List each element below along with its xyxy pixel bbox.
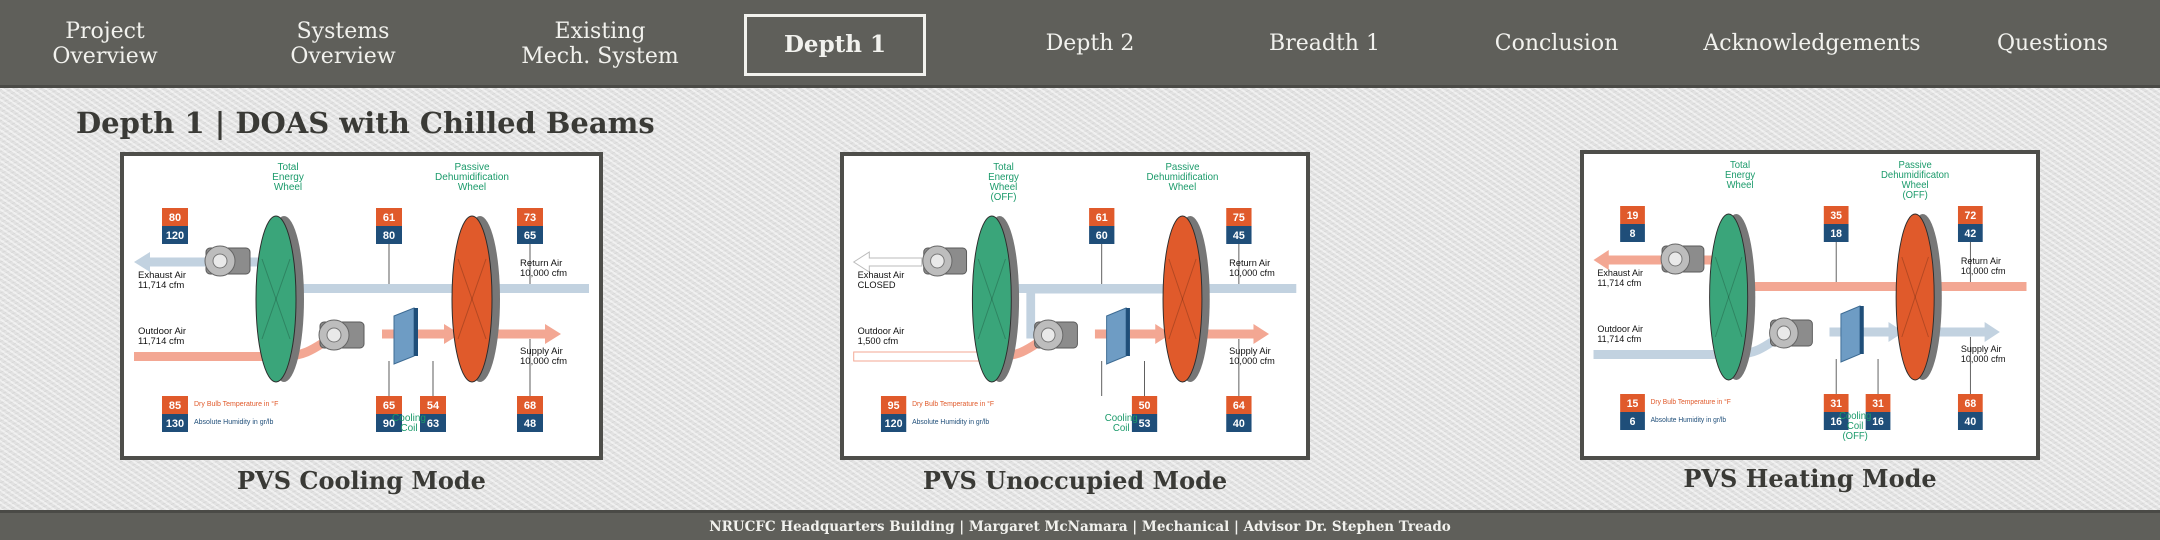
diagram-panel-heating — [1580, 150, 2040, 460]
temp-value: 19 — [1626, 209, 1639, 223]
outdoor-air-duct — [1594, 350, 1720, 359]
outdoor-air-duct — [134, 352, 266, 361]
return-air-label: Return Air 10,000 cfm — [520, 258, 567, 279]
outdoor-air-label: Outdoor Air 11,714 cfm — [138, 326, 187, 347]
nav-depth-2[interactable]: Depth 2 — [1045, 31, 1135, 57]
fan-hub — [931, 254, 945, 268]
cooling-coil-label: Cooling Coil (OFF) — [1839, 410, 1872, 443]
exhaust-fan — [1661, 244, 1704, 274]
legend-temperature: Dry Bulb Temperature in °F — [1650, 398, 1731, 407]
exhaust-fan — [923, 246, 967, 276]
humidity-value: 130 — [165, 418, 185, 430]
temp-value: 54 — [426, 400, 440, 412]
fan-hub — [1669, 252, 1682, 266]
passive-dehumidification-wheel — [452, 216, 500, 382]
temp-value: 73 — [523, 212, 537, 224]
mid-stream-values — [376, 208, 402, 244]
nav-project-overview[interactable]: Project Overview — [52, 18, 158, 69]
exhaust-air-label: Exhaust Air 11,714 cfm — [1597, 267, 1644, 289]
pvs-cooling-diagram — [124, 156, 599, 456]
cooling-coil-label: Cooling Coil — [392, 413, 426, 434]
tew-label: Total Energy Wheel — [1724, 159, 1756, 192]
footer-bar — [0, 510, 2160, 540]
temp-value: 31 — [1830, 397, 1842, 411]
temp-value: 68 — [1964, 397, 1977, 411]
coil-face — [1107, 308, 1126, 364]
supply-air-duct — [1934, 322, 2000, 342]
temp-value: 61 — [1095, 211, 1108, 225]
footer-text: NRUCFC Headquarters Building | Margaret McNamara | Mechanical | Advisor Dr. Stephen Treado — [709, 518, 1451, 535]
legend-humidity: Absolute Humidity in gr/lb — [194, 419, 274, 426]
total-energy-wheel — [1710, 214, 1756, 380]
page-title: Depth 1 | DOAS with Chilled Beams — [76, 106, 655, 140]
cooling-coil-label: Cooling Coil — [1104, 412, 1138, 435]
temp-value: 95 — [887, 399, 900, 413]
supply-air-duct — [1202, 324, 1269, 344]
outdoor-air-values — [162, 396, 188, 432]
panel-caption-unoccupied: PVS Unoccupied Mode — [922, 466, 1228, 495]
humidity-value: 6 — [1629, 415, 1636, 429]
mid-stream-values — [1824, 206, 1849, 242]
top-navigation-bar — [0, 0, 2160, 88]
exhaust-air-values — [162, 208, 188, 244]
supply-air-values — [1226, 396, 1251, 432]
supply-air-values — [1958, 394, 1983, 430]
outdoor-air-duct — [854, 352, 982, 361]
humidity-value: 18 — [1830, 227, 1842, 241]
humidity-value: 16 — [1872, 415, 1884, 429]
return-air-values — [517, 208, 543, 244]
exhaust-air-values — [1620, 206, 1645, 242]
temp-value: 80 — [168, 212, 182, 224]
humidity-value: 120 — [165, 230, 185, 242]
humidity-value: 63 — [426, 418, 440, 430]
diagram-root — [854, 162, 1297, 434]
fan-hub — [327, 328, 341, 342]
mid-stream-values — [1089, 208, 1114, 244]
legend-temperature: Dry Bulb Temperature in °F — [912, 400, 994, 409]
pdw-label: Passive Dehumidification Wheel — [1146, 161, 1219, 194]
passive-dehumidification-wheel — [1896, 214, 1942, 380]
nav-depth-1[interactable]: Depth 1 — [744, 14, 926, 76]
temp-value: 68 — [523, 400, 537, 412]
panel-caption-heating: PVS Heating Mode — [1683, 464, 1937, 493]
pvs-heating-diagram — [1584, 154, 2036, 456]
supply-fan — [1770, 318, 1813, 348]
fan-hub — [213, 254, 227, 268]
tew-label: Total Energy Wheel (OFF) — [988, 161, 1019, 204]
humidity-value: 65 — [523, 230, 537, 242]
cooling-coil — [394, 308, 418, 364]
duct — [492, 330, 547, 339]
humidity-value: 8 — [1629, 227, 1636, 241]
coil-face — [1841, 306, 1860, 362]
outdoor-air-values — [1620, 394, 1645, 430]
duct — [1202, 330, 1255, 339]
fan-hub — [1041, 328, 1055, 342]
panel-caption-cooling: PVS Cooling Mode — [237, 466, 486, 495]
humidity-value: 53 — [1138, 417, 1151, 431]
humidity-value: 16 — [1830, 415, 1842, 429]
exhaust-air-label: Exhaust Air CLOSED — [857, 269, 905, 291]
tew-label: Total Energy Wheel — [272, 162, 304, 193]
return-air-label: Return Air 10,000 cfm — [1960, 255, 2006, 277]
nav-conclusion[interactable]: Conclusion — [1494, 31, 1619, 57]
nav-existing-mech-system[interactable]: Existing Mech. System — [521, 18, 679, 69]
supply-air-label: Supply Air 10,000 cfm — [520, 346, 567, 367]
nav-breadth-1[interactable]: Breadth 1 — [1269, 31, 1380, 57]
exhaust-fan — [205, 246, 250, 276]
coil-edge — [1860, 306, 1864, 354]
diagram-root — [1594, 160, 2027, 442]
return-air-label: Return Air 10,000 cfm — [1229, 257, 1275, 279]
temp-value: 72 — [1964, 209, 1977, 223]
outdoor-air-label: Outdoor Air 1,500 cfm — [857, 325, 905, 347]
nav-questions[interactable]: Questions — [1996, 31, 2109, 57]
return-air-values — [1226, 208, 1251, 244]
return-air-values — [1958, 206, 1983, 242]
humidity-value: 45 — [1232, 229, 1245, 243]
cooling-coil — [1841, 306, 1864, 362]
humidity-value: 60 — [1095, 229, 1108, 243]
pvs-unoccupied-diagram — [844, 156, 1306, 456]
total-energy-wheel — [972, 216, 1019, 382]
outdoor-air-label: Outdoor Air 11,714 cfm — [1597, 323, 1644, 345]
temp-value: 35 — [1830, 209, 1842, 223]
diagram-panel-cooling — [120, 152, 603, 460]
temp-value: 64 — [1232, 399, 1245, 413]
humidity-value: 42 — [1964, 227, 1977, 241]
diagram-root — [134, 162, 589, 434]
humidity-value: 40 — [1232, 417, 1245, 431]
supply-air-label: Supply Air 10,000 cfm — [1960, 343, 2006, 365]
temp-value: 75 — [1232, 211, 1245, 225]
supply-fan — [1034, 320, 1078, 350]
exhaust-air-label: Exhaust Air 11,714 cfm — [138, 270, 187, 291]
legend-humidity: Absolute Humidity in gr/lb — [912, 418, 990, 427]
humidity-value: 80 — [382, 230, 396, 242]
fan-hub — [1777, 326, 1790, 340]
supply-air-label: Supply Air 10,000 cfm — [1229, 345, 1275, 367]
arrowhead — [1985, 322, 2000, 342]
total-energy-wheel — [256, 216, 304, 382]
pdw-label: Passive Dehumidification Wheel — [435, 162, 509, 193]
supply-fan — [319, 320, 364, 350]
humidity-value: 40 — [1964, 415, 1977, 429]
coil-face — [394, 308, 414, 364]
temp-value: 85 — [168, 400, 182, 412]
cooling-coil — [1107, 308, 1130, 364]
legend-humidity: Absolute Humidity in gr/lb — [1650, 416, 1727, 425]
humidity-value: 120 — [884, 417, 903, 431]
coil-edge — [414, 308, 418, 356]
supply-air-values — [517, 396, 543, 432]
temp-value: 31 — [1872, 397, 1884, 411]
temp-value: 61 — [382, 212, 396, 224]
passive-dehumidification-wheel — [1163, 216, 1210, 382]
duct — [1934, 328, 1986, 337]
arrowhead — [1253, 324, 1269, 344]
legend-temperature: Dry Bulb Temperature in °F — [194, 401, 279, 408]
nav-systems-overview[interactable]: Systems Overview — [290, 18, 396, 69]
humidity-value: 90 — [382, 418, 396, 430]
coil-edge — [1126, 308, 1130, 356]
pdw-label: Passive Dehumidificaton Wheel (OFF) — [1881, 159, 1950, 202]
arrowhead — [545, 324, 561, 344]
diagram-panel-unoccupied — [840, 152, 1310, 460]
temp-value: 65 — [382, 400, 396, 412]
arrowhead — [134, 252, 150, 272]
outdoor-air-values — [881, 396, 906, 432]
temp-value: 15 — [1626, 397, 1639, 411]
nav-acknowledgements[interactable]: Acknowledgements — [1703, 31, 1921, 57]
supply-air-duct — [492, 324, 561, 344]
temp-value: 50 — [1138, 399, 1151, 413]
humidity-value: 48 — [523, 418, 537, 430]
